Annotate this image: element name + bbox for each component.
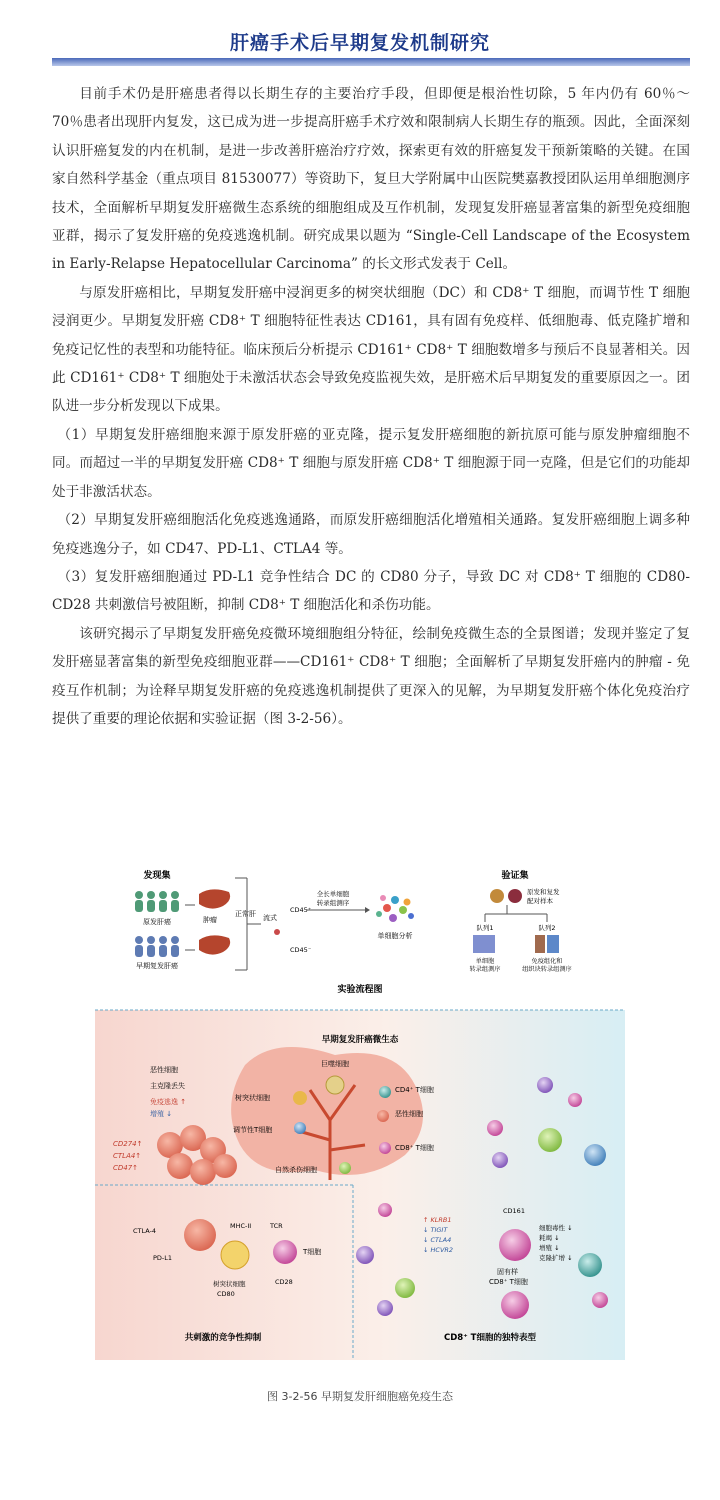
cd8-icon (379, 1142, 391, 1154)
innate-label: CD8⁺ T细胞 (489, 1278, 528, 1286)
treg-icon (294, 1122, 306, 1134)
title-underline (52, 58, 690, 66)
article-body (52, 80, 690, 733)
cd4-label: CD4⁺ T细胞 (395, 1086, 434, 1094)
c1-method: 单细胞 (475, 958, 495, 965)
cd45-neg-label: CD45⁻ (290, 946, 312, 954)
left-caption: 共刺激的竞争性抑制 (184, 1333, 262, 1343)
sample-icon (490, 889, 504, 903)
dc-label: 树突状细胞 (235, 1094, 270, 1102)
malignant-label: 恶性细胞 (150, 1066, 178, 1074)
cd28-label: CD28 (275, 1278, 293, 1286)
primary-label: 原发肝癌 (143, 918, 171, 926)
tcell-icon (273, 1240, 297, 1264)
malignant-in-label: 恶性细胞 (395, 1110, 423, 1118)
tumor-cell-icon (184, 1219, 216, 1251)
macrophage-icon (326, 1076, 344, 1094)
tigit-label: ↓ TIGIT (423, 1226, 448, 1234)
finding-3: （3）复发肝癌细胞通过 PD-L1 竞争性结合 DC 的 CD80 分子，导致 DC 对 CD8⁺ T 细胞的 CD80-CD28 共刺激信号被阻断，抑制 CD8⁺ T 细胞活化和杀伤功能。 (52, 568, 690, 614)
cd47-label: CD47↑ (113, 1164, 139, 1172)
flow-label: 流式 (263, 914, 277, 922)
paragraph: 该研究揭示了早期复发肝癌免疫微环境细胞组分特征，绘制免疫微生态的全景图谱；发现并鉴定了复发肝癌显著富集的新型免疫细胞亚群——CD161⁺ CD8⁺ T 细胞；全面解析了早期复发肝癌内的肿瘤 - 免疫互作机制；为诠释早期复发肝癌的免疫逃逸机制提供了更深入的见解，为早期复发肝癌个体化免疫治疗提供了重要的理论依据和实验证据（图 3-2-56）。 (52, 625, 690, 727)
samples-label: 配对样本 (527, 897, 553, 905)
innate-cd8-icon (499, 1229, 531, 1261)
escape-label: 免疫逃逸 ↑ (150, 1098, 187, 1106)
right-caption: CD8⁺ T细胞的独特表型 (444, 1333, 536, 1343)
treg-label: 调节性T细胞 (233, 1126, 273, 1134)
sc-analysis-label: 单细胞分析 (377, 932, 413, 940)
workflow-caption: 实验流程图 (337, 985, 383, 995)
eco-title: 早期复发肝癌微生态 (321, 1035, 399, 1045)
discovery-title: 发现集 (143, 871, 171, 881)
tumor-label: 肿瘤 (203, 916, 217, 924)
dc-cell-icon (221, 1241, 249, 1269)
ecosystem-panel (95, 1010, 625, 1360)
mhc-label: MHC-II (230, 1222, 252, 1230)
c2-method: 免疫组化和 (531, 958, 563, 965)
macrophage-label: 巨噬细胞 (321, 1060, 349, 1068)
nk-icon (339, 1162, 351, 1174)
c2-method: 组织块转录组测序 (522, 966, 572, 973)
finding-2: （2）早期复发肝癌细胞活化免疫逃逸通路，而原发肝癌细胞活化增殖相关通路。复发肝癌细胞上调多种免疫逃逸分子，如 CD47、PD-L1、CTLA4 等。 (52, 512, 690, 557)
relapse-label: 早期复发肝癌 (136, 962, 178, 970)
figure-3-2-56 (95, 860, 625, 1360)
cd8-label: CD8⁺ T细胞 (395, 1144, 434, 1152)
pdl1-lbl: PD-L1 (153, 1254, 173, 1262)
cd45-pos-label: CD45⁺ (290, 906, 312, 914)
figure-caption: 图 3-2-56 早期复发肝细胞癌免疫生态 (267, 1390, 453, 1403)
exhaust-label: 耗竭 ↓ (539, 1234, 560, 1242)
cell-icon (274, 929, 280, 935)
patient-group-primary-icon (135, 891, 179, 912)
sample-icon (508, 889, 522, 903)
cd274-label: CD274↑ (113, 1140, 143, 1148)
tcr-label: TCR (270, 1222, 283, 1230)
paragraph: 目前手术仍是肝癌患者得以长期生存的主要治疗手段，但即便是根治性切除，5 年内仍有 60％～ 70％患者出现肝内复发，这已成为进一步提高肝癌手术疗效和限制病人长期生存的瓶颈。因此，全面深刻认识肝癌复发的内在机制，是进一步改善肝癌治疗疗效，探索更有效的肝癌复发干预新策略的关键。在国家自然科学基金（重点项目 81530077）等资助下，复旦大学附属中山医院樊嘉教授团队运用单细胞测序技术，全面解析早期复发肝癌微生态系统的细胞组成及互作机制，发现复发肝癌显著富集的新型免疫细胞亚群，揭示了复发肝癌的免疫逃逸机制。研究成果以题为 “Single-Cell Landscape of the Ecosystem in Early-Relapse Hepatocellular Carcinoma” 的长文形式发表于 Cell。 (52, 86, 690, 273)
tsne-plot-icon (376, 895, 414, 922)
workflow-panel (135, 869, 572, 995)
tcell-label: T细胞 (303, 1248, 322, 1256)
cd4-icon (379, 1086, 391, 1098)
ctla4-r-label: ↓ CTLA4 (423, 1236, 452, 1244)
cd8-cell-icon (501, 1291, 529, 1319)
malignant-icon (377, 1110, 389, 1122)
heatmap-icon (547, 935, 559, 953)
cohort2-label: 队列2 (538, 924, 556, 932)
page-title: 肝癌手术后早期复发机制研究 (229, 32, 490, 54)
heatmap-icon (473, 935, 495, 953)
finding-1: （1）早期复发肝癌细胞来源于原发肝癌的亚克隆，提示复发肝癌细胞的新抗原可能与原发肿瘤细胞不同。而超过一半的早期复发肝癌 CD8⁺ T 细胞与原发肝癌 CD8⁺ T 细胞源于同一克隆，但是它们的功能却处于非激活状态。 (52, 426, 690, 500)
ctla4-label: CTLA4↑ (113, 1152, 142, 1160)
klrb1-label: ↑ KLRB1 (423, 1216, 452, 1224)
dc-bottom-label: 树突状细胞 (213, 1280, 246, 1288)
hcvr2-label: ↓ HCVR2 (423, 1246, 454, 1254)
cd161-label: CD161 (503, 1207, 525, 1215)
patient-group-relapse-icon (135, 936, 179, 957)
prolif-r-label: 增殖 ↓ (539, 1244, 560, 1252)
prolif-label: 增殖 ↓ (150, 1110, 173, 1118)
ctla4-lbl: CTLA-4 (133, 1227, 157, 1235)
liver-icon (199, 935, 230, 954)
cohort1-label: 队列1 (476, 924, 494, 932)
samples-label: 原发和复发 (527, 888, 560, 896)
normal-liver-label: 正常肝 (235, 910, 256, 918)
cytotox-label: 细胞毒性 ↓ (539, 1224, 573, 1232)
clonal-label: 克隆扩增 ↓ (539, 1254, 573, 1262)
innate-label: 固有样 (497, 1268, 518, 1276)
arrow-head-icon (365, 907, 370, 913)
clone-loss-label: 主克隆丢失 (150, 1082, 185, 1090)
seq-label: 转录组测序 (316, 899, 350, 907)
c1-method: 转录组测序 (469, 966, 501, 973)
seq-label: 全长单细胞 (316, 890, 350, 898)
cd80-label: CD80 (217, 1290, 235, 1298)
paragraph: 与原发肝癌相比，早期复发肝癌中浸润更多的树突状细胞（DC）和 CD8⁺ T 细胞，而调节性 T 细胞浸润更少。早期复发肝癌 CD8⁺ T 细胞特征性表达 CD161，具有固有免疫样、低细胞毒、低克隆扩增和免疫记忆性的表型和功能特征。临床预后分析提示 CD161⁺ CD8⁺ T 细胞数增多与预后不良显著相关。因此 CD161⁺ CD8⁺ T 细胞处于未激活状态会导致免疫监视失效，是肝癌术后早期复发的重要原因之一。团队进一步分析发现以下成果。 (52, 284, 690, 415)
validation-title: 验证集 (501, 871, 529, 881)
liver-icon (199, 889, 230, 908)
dc-icon (293, 1091, 307, 1105)
nk-label: 自然杀伤细胞 (275, 1166, 317, 1174)
ihc-icon (535, 935, 545, 953)
